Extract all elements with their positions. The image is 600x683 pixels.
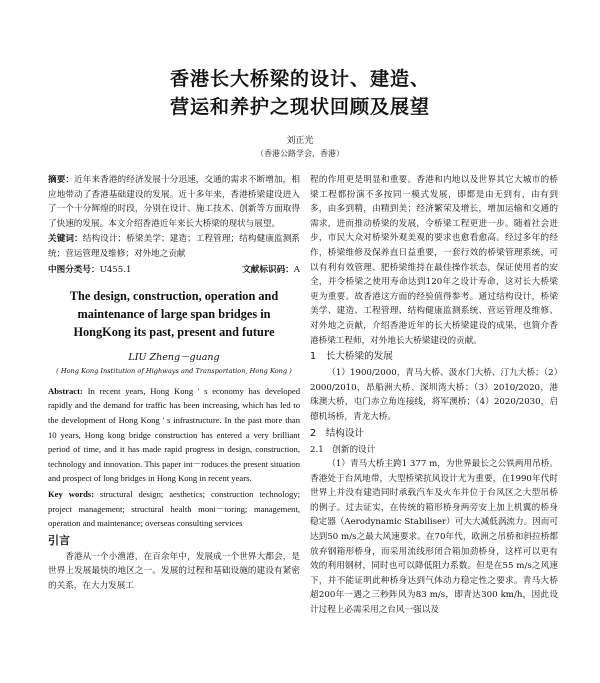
author: 刘正光: [286, 136, 314, 146]
title-line-1: 香港长大桥梁的设计、建造、: [169, 68, 430, 90]
clc-code: [48, 263, 131, 278]
keywords-en-text: structural design; aesthetics; construction technology; project management; structural health moni－toring; management, operation and maintenance; overseas consulting services: [48, 488, 300, 529]
keywords-cn-text: 结构设计；桥梁美学；建造；工程管理；结构健康监测系统；营运管理及维修；对外地之贡献: [48, 234, 300, 259]
section-1-heading: 1 长大桥梁的发展: [310, 351, 393, 363]
english-title-line-2: maintenance of large span bridges in: [77, 307, 271, 322]
english-title-line-1: The design, construction, operation and: [69, 289, 279, 304]
english-author: LIU Zheng－guang: [128, 352, 220, 364]
left-column: [48, 173, 300, 594]
english-affiliation: ( Hong Kong Institution of Highways and Transportation, Hong Kong ): [56, 366, 292, 375]
keywords-en-label: Key words:: [48, 488, 95, 499]
title-line-2: 营运和养护之现状回顾及展望: [169, 96, 430, 118]
right-paragraph-2: （1）1900/2000，青马大桥、汲水门大桥、汀九大桥；（2）2000/2010，昂船洲大桥、深圳湾大桥；（3）2010/2020，港珠澳大桥，屯门赤立角连接线，将军澳桥；（4）2020/2030，启德机场桥，青龙大桥。: [310, 368, 558, 422]
abstract-cn-label: 摘要：: [48, 175, 75, 185]
clc-label: 中图分类号：: [48, 264, 100, 275]
abstract-cn: [48, 173, 300, 231]
right-paragraph-3: （1）青马大桥主跨1 377 m，为世界最长之公铁两用吊桥。香港处于台风地带，大型桥梁抗风设计尤为重要，在1990年代时世界上并没有建造同时承载汽车及火车并位于台风区之大型吊桥的例子。过去证实，在传统的箱形桥身两旁安上加上机翼的桥身稳定器（Aerodynamic Stabiliser）可大大减低涡流力。因而可达到50 m/s之最大风速要求。在70年代，欧洲之吊桥和斜拉桥都放弃钢箱形桥身，而采用流线形闭合箱加劲桥身，这样可以更有效的利用钢材，同时也可以降低阻力系数。但是在55 m/s之风速下，并不能证明此种桥身达到气体动力稳定性之要求。青马大桥超200年一遇之三秒阵风为83 m/s，即青达300 km/h，因此设计过程上必需采用之台风一强以及: [310, 459, 558, 616]
doc-label: 文献标识码：: [242, 264, 294, 275]
keywords-cn-label: 关键词：: [48, 234, 83, 245]
doc-code: [242, 263, 300, 278]
affiliation: （香港公路学会，香港）: [256, 149, 344, 158]
keywords-cn: [48, 232, 300, 261]
keywords-en: [48, 487, 300, 531]
section-2-heading: 2 结构设计: [310, 427, 365, 439]
intro-text: 香港从一个小渔港，在百余年中，发展成一个世界大都会，是世界上发展最快的地区之一。发展的过程和基础设施的建设有紧密的关系，在大力发展工: [48, 551, 300, 591]
intro-heading: 引言: [48, 533, 70, 547]
abstract-en: [48, 384, 300, 486]
right-column: [310, 173, 558, 619]
abstract-en-label: Abstract:: [48, 385, 83, 396]
classification-row: [48, 263, 300, 278]
abstract-en-text: In recent years, Hong Kong ' s economy has developed rapidly and the demand for traffic has been increasing, which has led to the development of Hong Kong ' s infrastructure. In the past more than 10 years, Hong kong bridge construction has entered a very brilliant period of time, and it has made rapid progress in design, construction, technology and innovation. This paper int－roduces the present situation and prospect of long bridges in Hong Kong in recent years.: [48, 385, 300, 484]
doc-value: A: [293, 264, 300, 275]
english-title-line-3: HongKong its past, present and future: [73, 325, 275, 340]
clc-value: U455.1: [99, 264, 132, 275]
subsection-2-1-heading: 2.1 创新的设计: [310, 444, 376, 455]
english-title: [48, 287, 300, 341]
abstract-cn-text: 近年来香港的经济发展十分迅速，交通的需求不断增加，相应地带动了香港基础建设的发展。近十多年来，香港桥梁建设进入了一个十分辉煌的时段，分别在设计、施工技术、创新等方面取得了快速的发展。本文介绍香港近年来长大桥梁的现状与展望。: [48, 175, 300, 229]
right-paragraph-1: 程的作用更是明显和重要。香港和内地以及世界其它大城市的桥梁工程都扮演不多按同一模式发展，即都是由无到有，由有到多，由多到精，由精到美；经济繁荣及增长，增加运输和交通的需求，进而推动桥梁的发展，令桥梁工程更进一步。随着社会进步，市民大众对桥梁外观美观的要求也愈看愈高。经过多年的经作，桥梁维修及保养直日益重要，一套行效的桥梁管理系统，可以有利有效管理、肥桥梁维持在最佳操作状态，保证使用者的安全，并令桥梁之使用寿命达到120年之设计寿命，这对长大桥梁更为重要。故香港这方面的经验值得参考。通过结构设计，桥梁美学、建造、工程管理、结构健康监测系统、营运管理及维修、对外地之贡献，介绍香港近年的长大桥梁建设的成果，也简介香港桥梁工程师，对外地长大桥梁建设的贡献。: [310, 175, 558, 346]
